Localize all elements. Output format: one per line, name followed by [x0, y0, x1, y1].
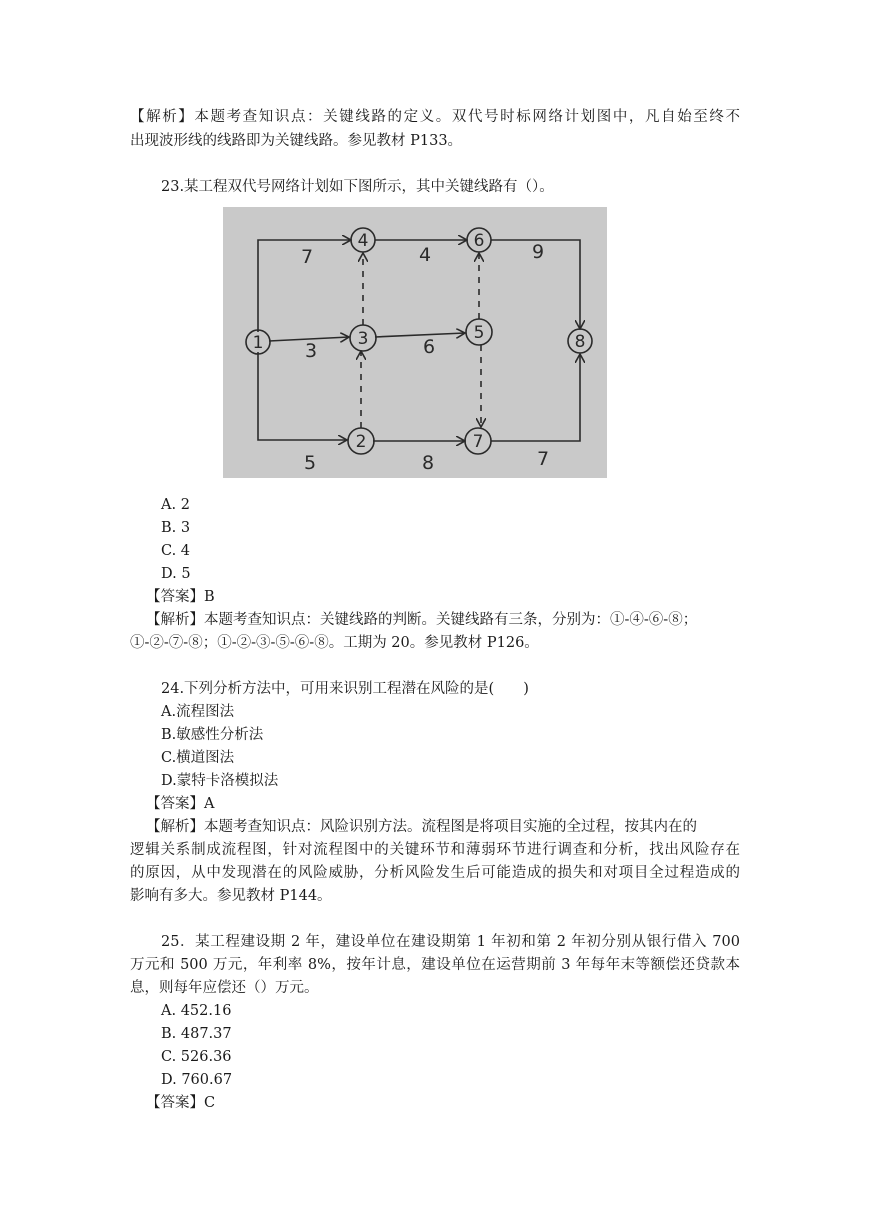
q23-option-d: D. 5	[161, 566, 191, 582]
q25-option-b: B. 487.37	[161, 1026, 232, 1042]
duration-7-8: 7	[536, 448, 550, 470]
q25-option-a: A. 452.16	[161, 1003, 232, 1019]
duration-1-2: 5	[303, 452, 317, 474]
q24-analysis-line4: 影响有多大。参见教材 P144。	[130, 888, 332, 904]
q23-option-c: C. 4	[161, 543, 191, 559]
q24-option-a: A.流程图法	[161, 704, 235, 720]
node-label-1: 1	[252, 333, 264, 353]
q25-stem-line1: 25．某工程建设期 2 年，建设单位在建设期第 1 年初和第 2 年初分别从银行借入 700	[161, 934, 740, 950]
arrow-3-5	[375, 333, 465, 337]
q25-answer: 【答案】C	[146, 1095, 216, 1111]
q22-analysis-line1: 【解析】本题考查知识点：关键线路的定义。双代号时标网络计划图中，凡自始至终不	[130, 109, 740, 125]
duration-1-3: 3	[304, 340, 318, 362]
q24-analysis-line1: 【解析】本题考查知识点：风险识别方法。流程图是将项目实施的全过程，按其内在的	[146, 819, 697, 835]
arrow-1-2	[258, 352, 347, 440]
node-label-6: 6	[473, 231, 485, 251]
q25-option-c: C. 526.36	[161, 1049, 232, 1065]
node-label-4: 4	[357, 231, 369, 251]
q25-option-d: D. 760.67	[161, 1072, 233, 1088]
node-label-3: 3	[357, 329, 369, 349]
network-diagram	[223, 207, 607, 478]
q24-option-b: B.敏感性分析法	[161, 727, 264, 743]
q23-stem: 23.某工程双代号网络计划如下图所示，其中关键线路有（）。	[161, 179, 554, 195]
q24-answer: 【答案】A	[146, 796, 215, 812]
q22-analysis-line2: 出现波形线的线路即为关键线路。参见教材 P133。	[130, 133, 463, 149]
q23-analysis-line1: 【解析】本题考查知识点：关键线路的判断。关键线路有三条，分别为：①-④-⑥-⑧；	[146, 612, 698, 628]
q24-stem: 24.下列分析方法中，可用来识别工程潜在风险的是( )	[161, 681, 529, 697]
duration-1-4: 7	[300, 246, 314, 268]
q24-analysis-line2: 逻辑关系制成流程图，针对流程图中的关键环节和薄弱环节进行调查和分析，找出风险存在	[130, 842, 740, 858]
q25-stem-line3: 息，则每年应偿还（）万元。	[130, 980, 319, 996]
q23-analysis-line2: ①-②-⑦-⑧；①-②-③-⑤-⑥-⑧。工期为 20。参见教材 P126。	[130, 635, 539, 651]
q23-answer: 【答案】B	[146, 589, 215, 605]
node-label-8: 8	[574, 332, 586, 352]
q24-option-c: C.横道图法	[161, 750, 235, 766]
duration-4-6: 4	[418, 244, 432, 266]
duration-2-7: 8	[421, 452, 435, 474]
network-diagram-photo	[223, 207, 607, 478]
node-label-7: 7	[472, 432, 484, 452]
q23-option-b: B. 3	[161, 520, 191, 536]
duration-3-5: 6	[422, 336, 436, 358]
arrow-7-8	[491, 354, 580, 441]
q24-analysis-line3: 的原因，从中发现潜在的风险威胁，分析风险发生后可能造成的损失和对项目全过程造成的	[130, 865, 740, 881]
node-label-2: 2	[355, 432, 367, 452]
q24-option-d: D.蒙特卡洛模拟法	[161, 773, 279, 789]
node-label-5: 5	[473, 323, 485, 343]
duration-6-8: 9	[531, 241, 545, 263]
q23-option-a: A. 2	[161, 497, 190, 513]
q25-stem-line2: 万元和 500 万元，年利率 8%，按年计息，建设单位在运营期前 3 年每年末等额偿还贷款本	[130, 957, 740, 973]
